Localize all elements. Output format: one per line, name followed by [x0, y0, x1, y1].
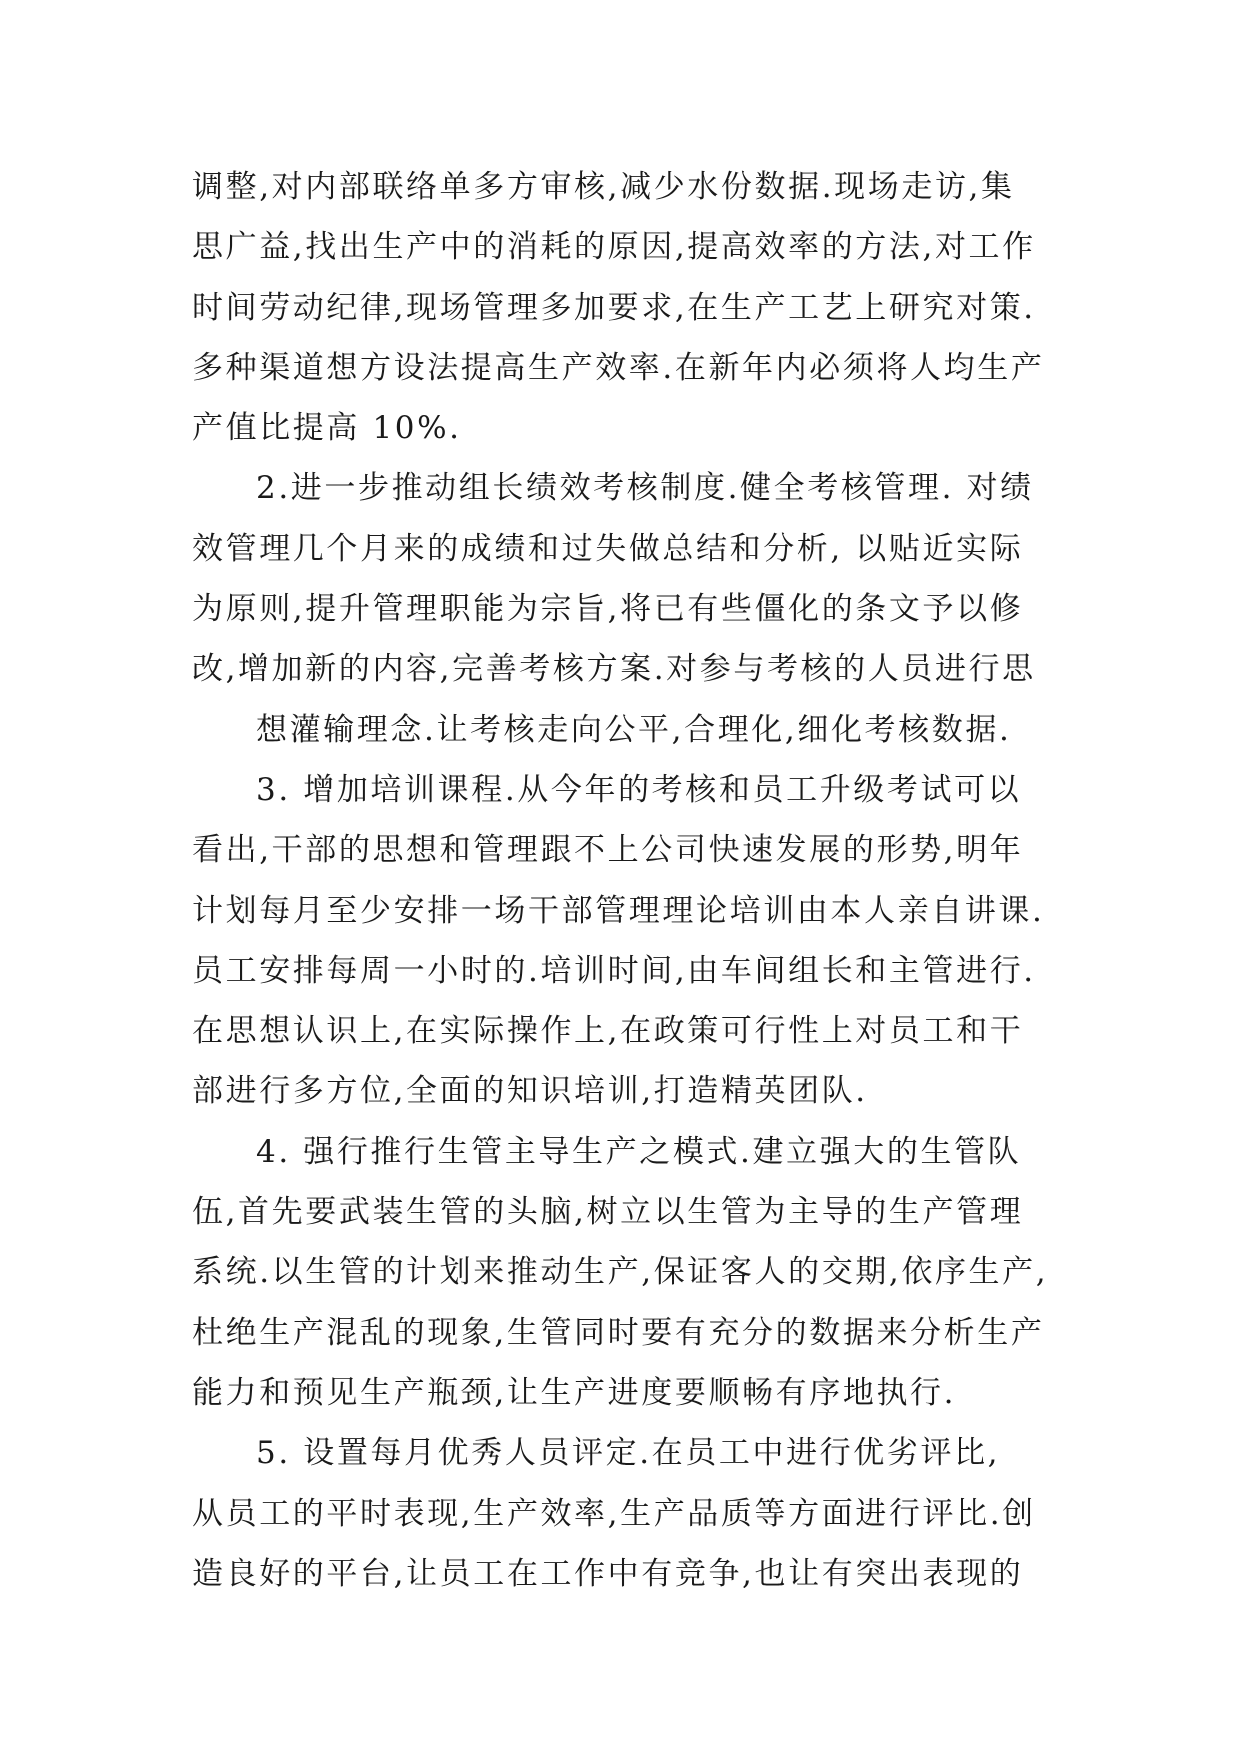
text-line: 5. 设置每月优秀人员评定.在员工中进行优劣评比, [256, 1435, 1001, 1472]
text-line: 2.进一步推动组长绩效考核制度.健全考核管理. 对绩 [256, 470, 1034, 507]
text-line: 在思想认识上,在实际操作上,在政策可行性上对员工和干 [192, 1013, 1024, 1050]
text-line: 多种渠道想方设法提高生产效率.在新年内必须将人均生产 [192, 349, 1045, 386]
text-line: 时间劳动纪律,现场管理多加要求,在生产工艺上研究对策. [192, 289, 1036, 326]
text-line: 造良好的平台,让员工在工作中有竞争,也让有突出表现的 [192, 1555, 1024, 1592]
text-line: 4. 强行推行生管主导生产之模式.建立强大的生管队 [256, 1133, 1022, 1170]
text-line: 能力和预见生产瓶颈,让生产进度要顺畅有序地执行. [192, 1374, 957, 1411]
text-line: 系统.以生管的计划来推动生产,保证客人的交期,依序生产, [192, 1254, 1049, 1291]
text-line: 部进行多方位,全面的知识培训,打造精英团队. [192, 1073, 868, 1110]
text-line: 计划每月至少安排一场干部管理理论培训由本人亲自讲课. [192, 892, 1045, 929]
text-line: 效管理几个月来的成绩和过失做总结和分析, 以贴近实际 [192, 530, 1024, 567]
text-line: 3. 增加培训课程.从今年的考核和员工升级考试可以 [256, 771, 1022, 808]
body-text [192, 157, 1050, 1604]
text-line: 想灌输理念.让考核走向公平,合理化,细化考核数据. [256, 711, 1012, 748]
text-line: 伍,首先要武装生管的头脑,树立以生管为主导的生产管理 [192, 1194, 1024, 1231]
text-line: 杜绝生产混乱的现象,生管同时要有充分的数据来分析生产 [192, 1314, 1045, 1351]
text-line: 从员工的平时表现,生产效率,生产品质等方面进行评比.创 [192, 1495, 1036, 1532]
text-line: 调整,对内部联络单多方审核,减少水份数据.现场走访,集 [192, 169, 1015, 205]
text-line: 看出,干部的思想和管理跟不上公司快速发展的形势,明年 [192, 832, 1024, 869]
text-line: 思广益,找出生产中的消耗的原因,提高效率的方法,对工作 [192, 229, 1036, 266]
text-line: 为原则,提升管理职能为宗旨,将已有些僵化的条文予以修 [192, 591, 1024, 628]
text-line: 改,增加新的内容,完善考核方案.对参与考核的人员进行思 [192, 651, 1036, 688]
text-line: 员工安排每周一小时的.培训时间,由车间组长和主管进行. [192, 952, 1036, 989]
text-line: 产值比提高 10%. [192, 410, 462, 447]
